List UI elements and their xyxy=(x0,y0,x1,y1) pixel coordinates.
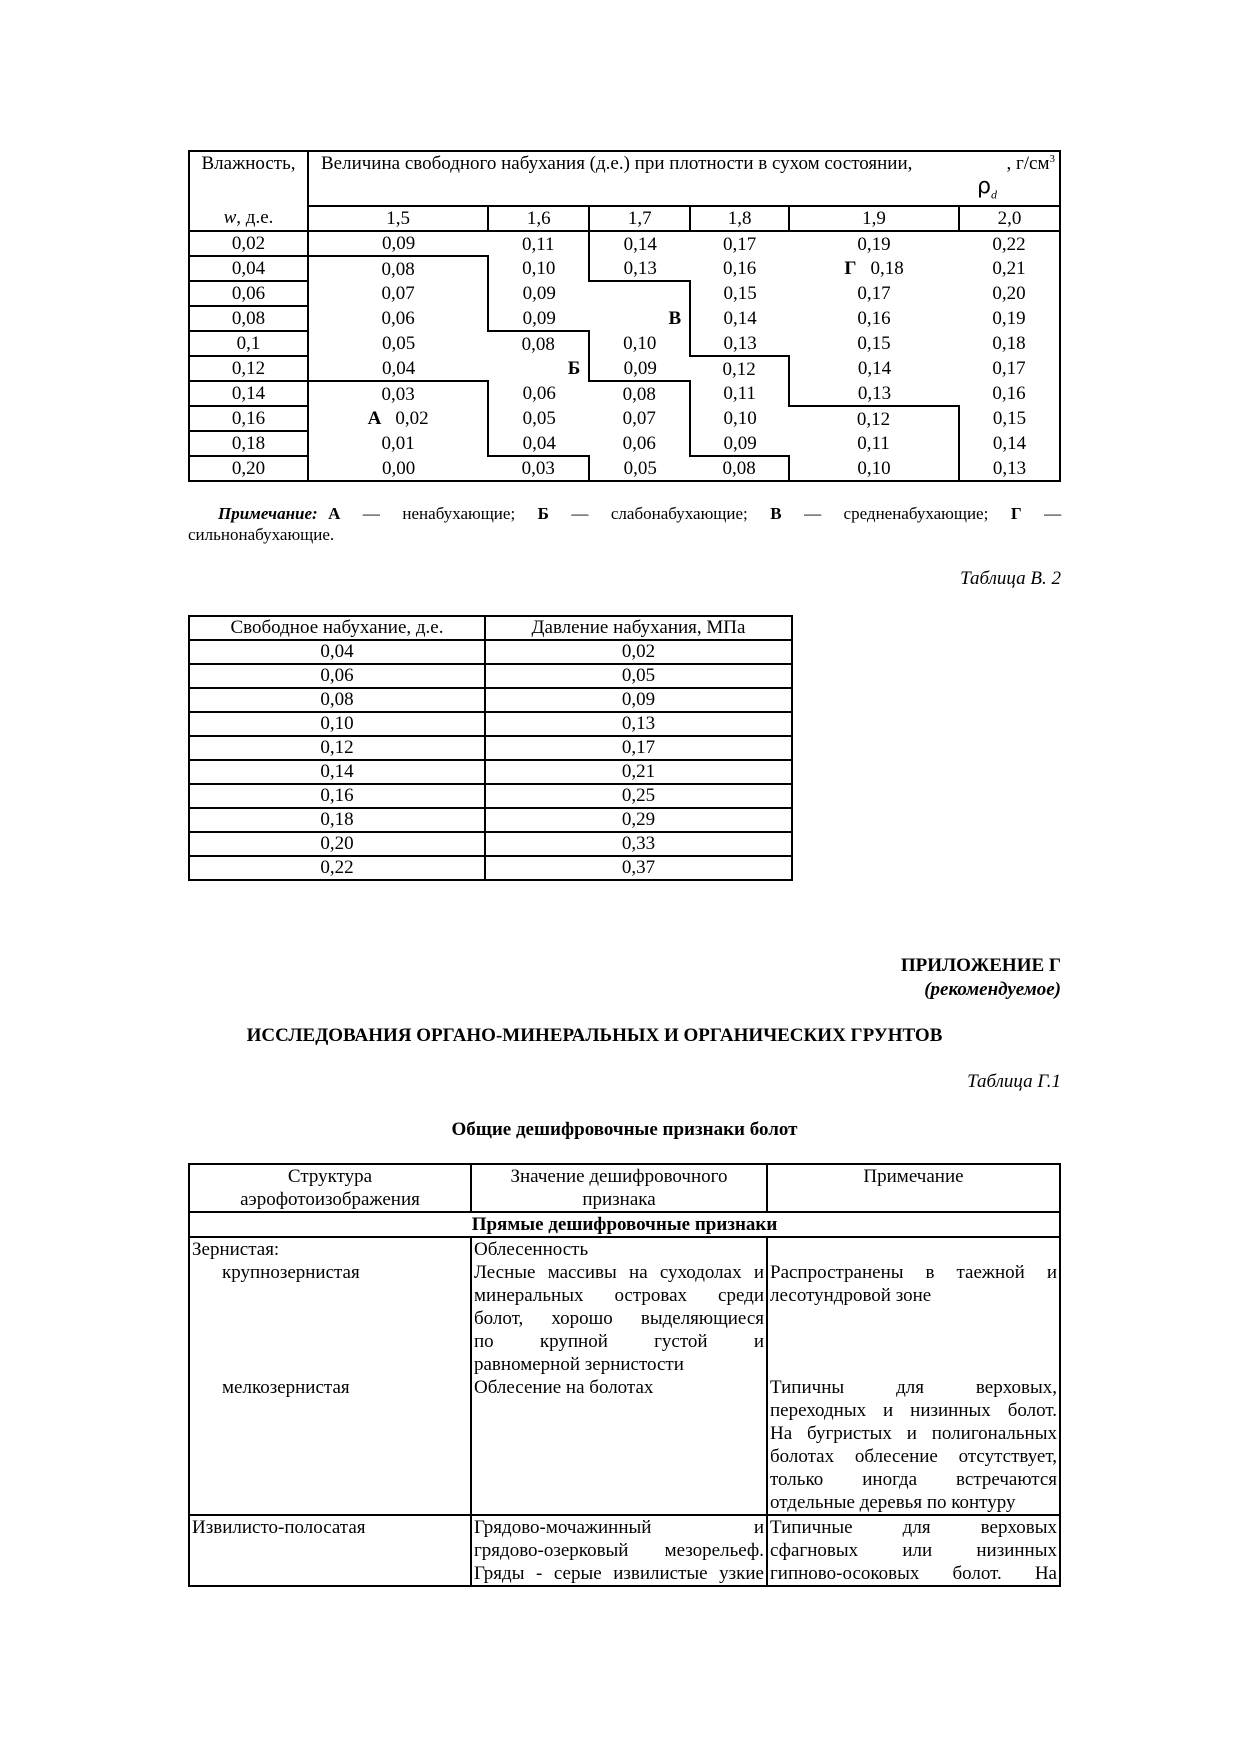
value-cell: 0,06 xyxy=(308,306,488,331)
value-cell: 0,03 xyxy=(488,456,589,481)
value-cell: 0,08 xyxy=(589,381,690,406)
value-cell: 0,13 xyxy=(789,381,959,406)
value-cell: 0,15 xyxy=(857,333,891,355)
swelling-table xyxy=(188,150,1061,482)
cell: 0,10 xyxy=(189,712,485,736)
column-header: Примечание xyxy=(767,1164,1060,1212)
table-row xyxy=(189,1515,1060,1586)
value-cell: 0,15 xyxy=(723,283,757,305)
value-cell: 0,09 xyxy=(522,283,556,305)
value-cell: 0,19 xyxy=(857,233,891,255)
value-cell: 0,05 xyxy=(623,457,657,479)
value-cell: 0,12 xyxy=(789,406,959,431)
table-row xyxy=(189,808,792,832)
cell: 0,22 xyxy=(189,856,485,880)
value-cell: 0,13 xyxy=(690,331,789,356)
moisture-cell: 0,02 xyxy=(189,231,308,256)
value-cell: 0,11 xyxy=(488,231,589,256)
table-row xyxy=(189,456,1060,481)
structure-cell: Зернистая: крупнозернистая мелкозернистая xyxy=(189,1237,471,1515)
table-header-row xyxy=(189,1164,1060,1212)
value-cell: 0,11 xyxy=(690,381,789,406)
value-cell: 0,19 xyxy=(992,308,1026,330)
moisture-cell: 0,16 xyxy=(189,406,308,431)
table-row xyxy=(189,431,1060,456)
density-col-1-5: 1,5 xyxy=(308,206,488,231)
moisture-cell: 0,14 xyxy=(189,381,308,406)
section-title: ИССЛЕДОВАНИЯ ОРГАНО-МИНЕРАЛЬНЫХ И ОРГАНИЧЕСКИХ ГРУНТОВ xyxy=(246,1025,943,1046)
table-row xyxy=(189,406,1060,431)
value-cell: 0,01 xyxy=(308,431,488,456)
swelling-header-title xyxy=(308,151,1060,206)
value-cell: 0,15 xyxy=(992,408,1027,430)
table-b2-caption: Таблица В. 2 xyxy=(960,568,1061,589)
table-row xyxy=(189,231,1060,256)
moisture-cell: 0,20 xyxy=(189,456,308,481)
cell: 0,06 xyxy=(189,664,485,688)
column-header: Давление набухания, МПа xyxy=(485,616,792,640)
zone-label-a: А xyxy=(367,408,382,430)
cell: 0,37 xyxy=(485,856,792,880)
density-col-1-8: 1,8 xyxy=(690,206,789,231)
value-cell: 0,20 xyxy=(992,283,1026,305)
table-row xyxy=(189,712,792,736)
cell: 0,02 xyxy=(485,640,792,664)
cell: 0,09 xyxy=(485,688,792,712)
table-header-row xyxy=(189,616,792,640)
value-cell: 0,08 xyxy=(488,331,589,356)
table-row xyxy=(189,832,792,856)
value-cell: 0,18 xyxy=(992,333,1026,355)
moisture-cell: 0,12 xyxy=(189,356,308,381)
cell: 0,08 xyxy=(189,688,485,712)
table-row xyxy=(189,356,1060,381)
value-cell: 0,08 xyxy=(308,256,488,281)
value-cell: 0,06 xyxy=(522,383,556,405)
value-cell: А 0,02 xyxy=(308,406,488,431)
zone-label-v: В xyxy=(668,308,682,330)
section-label: Прямые дешифровочные признаки xyxy=(189,1212,1060,1237)
cell: 0,21 xyxy=(485,760,792,784)
value-cell: Г 0,18 xyxy=(844,258,904,280)
column-header: Значение дешифровочного признака xyxy=(471,1164,767,1212)
value-cell: 0,16 xyxy=(992,383,1026,405)
value-cell: 0,14 xyxy=(857,358,892,380)
value-cell: 0,17 xyxy=(722,233,757,255)
table-g1-caption: Таблица Г.1 xyxy=(967,1071,1061,1092)
value-cell: 0,12 xyxy=(690,356,789,381)
value-cell: 0,00 xyxy=(382,457,416,479)
table-row xyxy=(189,281,1060,306)
structure-cell: Извилисто-полосатая xyxy=(189,1515,471,1586)
value-cell: 0,09 xyxy=(308,231,488,256)
value-cell: 0,04 xyxy=(488,431,589,456)
value-cell: 0,05 xyxy=(382,333,416,355)
moisture-cell: 0,08 xyxy=(189,306,308,331)
meaning-cell: Облесенность Лесные массивы на суходолах и минеральных островах среди болот, хорошо выделяющиеся по крупной густой и равномерной зернистости Облесение на болотах xyxy=(471,1237,767,1515)
zone-label-g: Г xyxy=(844,258,857,280)
value-cell: 0,22 xyxy=(992,233,1026,255)
density-unit: , $г/см^3$ xyxy=(1006,153,1055,174)
table-g1-title: Общие дешифровочные признаки болот xyxy=(451,1119,798,1140)
value-cell: 0,10 xyxy=(488,256,589,281)
table-row xyxy=(189,306,1060,331)
table-row xyxy=(189,736,792,760)
value-cell: 0,13 xyxy=(589,256,690,281)
table-row xyxy=(189,640,792,664)
value-cell: 0,17 xyxy=(857,283,891,305)
value-cell: 0,08 xyxy=(690,456,789,481)
cell: 0,25 xyxy=(485,784,792,808)
cell: 0,05 xyxy=(485,664,792,688)
cell: 0,14 xyxy=(189,760,485,784)
value-cell xyxy=(589,281,690,306)
note-cell: Типичные для верховых сфагновых или низинных гипново-осоковых болот. На xyxy=(767,1515,1060,1586)
value-cell: 0,14 xyxy=(992,433,1027,455)
value-cell: 0,10 xyxy=(723,408,757,430)
cell: 0,13 xyxy=(485,712,792,736)
table-row xyxy=(189,256,1060,281)
rho-d-symbol: $\rho_d$ xyxy=(977,174,997,202)
meaning-cell: Грядово-мочажинный и грядово-озерковый мезорельеф. Гряды - серые извилистые узкие xyxy=(471,1515,767,1586)
table-row xyxy=(189,784,792,808)
value-cell: 0,14 xyxy=(623,233,657,255)
table-row xyxy=(189,381,1060,406)
cell: 0,33 xyxy=(485,832,792,856)
value-cell: 0,07 xyxy=(308,281,488,306)
value-cell: 0,05 xyxy=(522,408,556,430)
moisture-label: Влажность, xyxy=(201,153,296,174)
cell: 0,29 xyxy=(485,808,792,832)
density-col-1-7: 1,7 xyxy=(589,206,690,231)
moisture-header-top xyxy=(189,151,308,206)
moisture-cell: 0,04 xyxy=(189,256,308,281)
appendix-title: ПРИЛОЖЕНИЕ Г xyxy=(900,955,1061,976)
value-cell: 0,10 xyxy=(789,456,959,481)
cell: 0,16 xyxy=(189,784,485,808)
note-cell: Распространены в таежной и лесотундровой зоне Типичны для верховых, переходных и низинных болот. На бугристых и полигональных болотах облесение отсутствует, только иногда встречаются отдельные деревья по контуру xyxy=(767,1237,1060,1515)
table-row xyxy=(189,688,792,712)
value-cell xyxy=(589,306,690,331)
value-cell: 0,04 xyxy=(308,356,488,381)
cell: 0,18 xyxy=(189,808,485,832)
moisture-cell: 0,18 xyxy=(189,431,308,456)
cell: 0,12 xyxy=(189,736,485,760)
value-cell: 0,17 xyxy=(992,358,1026,380)
value-cell: 0,09 xyxy=(488,306,589,331)
value-cell: 0,09 xyxy=(589,356,690,381)
table-row xyxy=(189,1237,1060,1515)
value-cell: 0,13 xyxy=(992,457,1027,479)
density-col-2-0: 2,0 xyxy=(959,206,1060,231)
value-cell: 0,06 xyxy=(589,431,690,456)
note-label: Примечание: xyxy=(218,504,318,523)
value-cell xyxy=(488,356,589,381)
table-row xyxy=(189,760,792,784)
cell: 0,17 xyxy=(485,736,792,760)
column-header: Структура аэрофотоизображения xyxy=(189,1164,471,1212)
column-header: Свободное набухание, д.е. xyxy=(189,616,485,640)
swelling-pressure-table xyxy=(188,615,793,881)
moisture-cell: 0,1 xyxy=(189,331,308,356)
density-col-1-9: 1,9 xyxy=(789,206,959,231)
table-row xyxy=(189,331,1060,356)
value-cell: 0,21 xyxy=(992,258,1026,280)
header-title-text: Величина свободного набухания (д.е.) при плотности в сухом состоянии, xyxy=(321,153,913,174)
value-cell: 0,16 xyxy=(857,308,891,330)
value-cell: 0,14 xyxy=(723,308,757,330)
value-cell: 0,11 xyxy=(789,431,959,456)
value-cell: 0,03 xyxy=(308,381,488,406)
moisture-cell: 0,06 xyxy=(189,281,308,306)
cell: 0,04 xyxy=(189,640,485,664)
zone-label-b: Б xyxy=(567,358,581,380)
table-row xyxy=(189,664,792,688)
appendix-subtitle: (рекомендуемое) xyxy=(924,979,1061,1000)
moisture-header-bottom: w, д.е. xyxy=(189,206,308,231)
density-col-1-6: 1,6 xyxy=(488,206,589,231)
value-cell: 0,09 xyxy=(690,431,789,456)
table-note: Примечание: А — ненабухающие; Б — слабонабухающие; В — средненабухающие; Г — сильнонабухающие. xyxy=(188,504,1062,544)
value-cell: 0,16 xyxy=(722,258,757,280)
table-row xyxy=(189,856,792,880)
value-cell: 0,10 xyxy=(589,331,690,356)
bog-features-table xyxy=(188,1163,1061,1587)
cell: 0,20 xyxy=(189,832,485,856)
value-cell: 0,07 xyxy=(589,406,690,431)
section-row xyxy=(189,1212,1060,1237)
